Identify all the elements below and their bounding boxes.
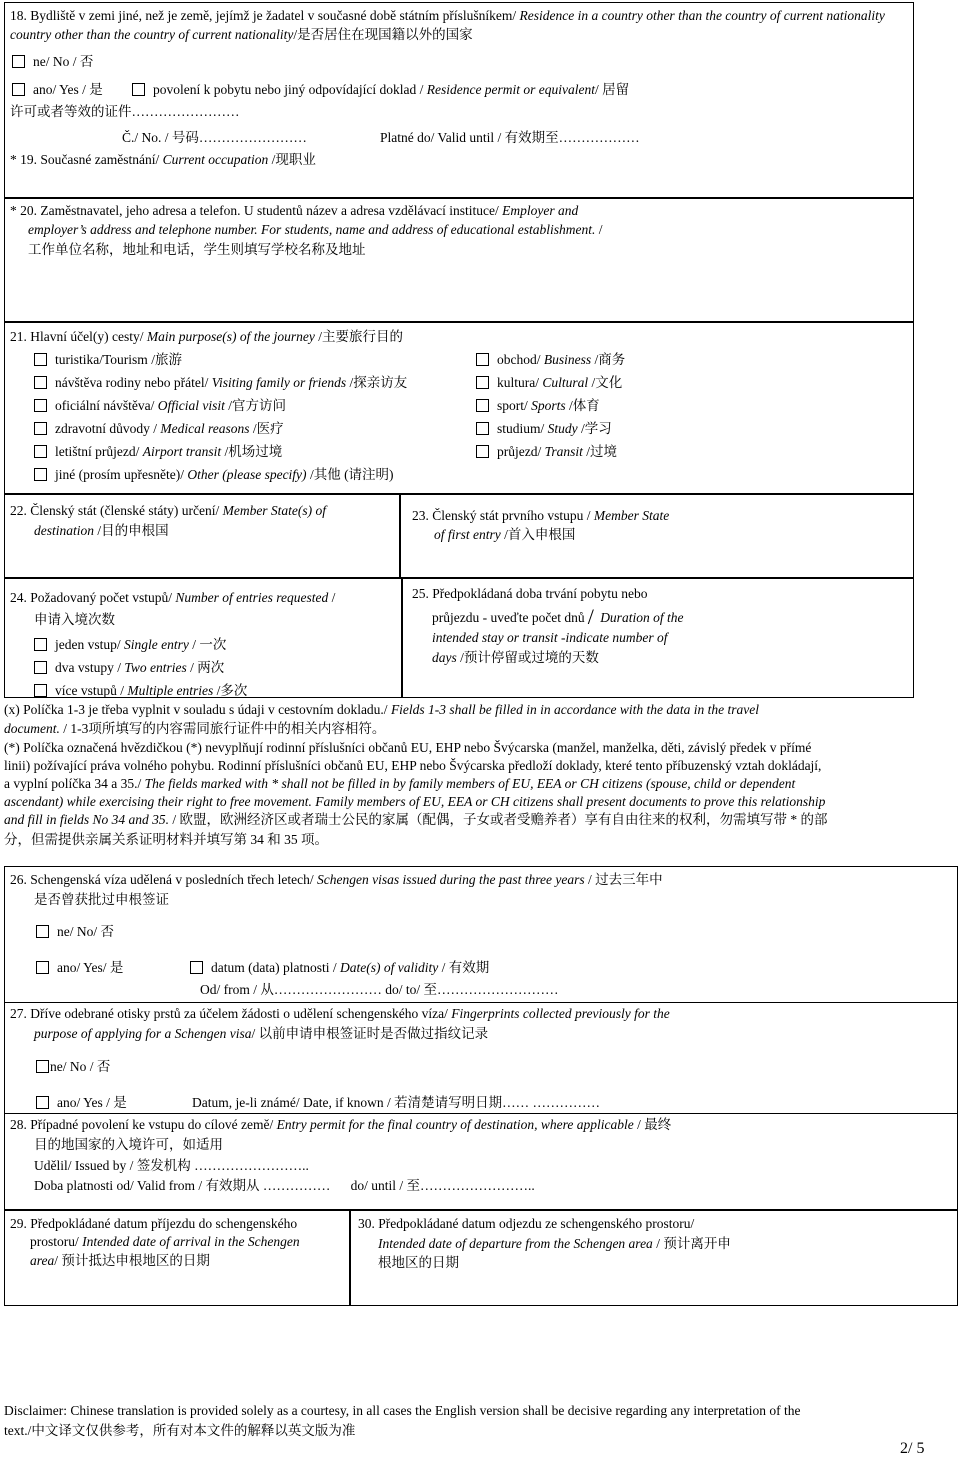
s24-entries-3-option[interactable] xyxy=(34,681,247,700)
s21-right-2-checkbox[interactable] xyxy=(476,376,489,389)
s23-l2-en: of first entry xyxy=(434,527,501,542)
s18-title-en-cont: country other than the country of current nationality xyxy=(10,27,294,42)
note-x-line1 xyxy=(4,700,759,719)
s21-left-1-label-cz: turistika/Tourism xyxy=(55,352,148,367)
s26-no-label: ne/ No/ 否 xyxy=(57,924,114,939)
s21-left-1-option[interactable] xyxy=(34,350,182,369)
s27-l1-en: Fingerprints collected previously for the xyxy=(451,1006,670,1021)
s22-l1-en: Member State(s) of xyxy=(222,503,327,518)
note-star-line2: linii) požívající práva volného pohybu. Rodinní příslušníci občanů EU, EHP nebo Švýcarska předloží doklady, které tento příbuzenský vztah dokládají, xyxy=(4,758,822,773)
s21-right-4-checkbox[interactable] xyxy=(476,422,489,435)
s18-yes-checkbox[interactable] xyxy=(12,83,25,96)
s23-l2-zh: /首入申根国 xyxy=(500,527,576,542)
note-x2-en: document. xyxy=(4,721,60,736)
s28-l1-en: Entry permit for the final country of destination, where applicable xyxy=(276,1117,634,1132)
s27-l2-zh: / 以前申请申根签证时是否做过指纹记录 xyxy=(251,1026,489,1041)
s21-right-1-label-en: Business xyxy=(543,352,592,367)
s29-line3 xyxy=(30,1251,210,1270)
s30-l2-en: Intended date of departure from the Schengen area xyxy=(378,1236,653,1251)
s18-permit-zh2: 许可或者等效的证件…………………… xyxy=(10,104,240,119)
s28-divider xyxy=(4,1113,958,1114)
s26-option-yes[interactable] xyxy=(36,958,123,977)
s21-right-2-label-zh: /文化 xyxy=(588,375,623,390)
s18-permit-en: Residence permit or equivalent xyxy=(426,82,596,97)
s24-line1 xyxy=(10,588,335,607)
s29-line1: 29. Předpokládané datum příjezdu do schengenského xyxy=(10,1216,298,1231)
s20-line2 xyxy=(28,220,602,239)
s23-line1 xyxy=(412,506,669,525)
s19-label-zh: /现职业 xyxy=(271,152,316,167)
note-x1-cz: (x) Políčka 1-3 je třeba vyplnit v souladu s údaji v cestovním dokladu./ xyxy=(4,702,388,717)
s24-entries-3-label-cz: více vstupů / xyxy=(55,683,124,698)
s21-right-4-label-en: Study xyxy=(547,421,578,436)
s27-divider xyxy=(4,1002,958,1003)
s21-right-3-label-en: Sports xyxy=(531,398,566,413)
s23-l1-en: Member State xyxy=(593,508,670,523)
s21-left-5-label-en: Airport transit xyxy=(142,444,222,459)
s21-left-2-option[interactable] xyxy=(34,373,407,392)
s18-permit-zh: / 居留 xyxy=(595,82,630,97)
disclaimer-line2: text./中文译文仅供参考，所有对本文件的解释以英文版为准 xyxy=(4,1423,356,1438)
s21-right-5-label-zh: /过境 xyxy=(582,444,618,459)
s24-entries-1-label-zh: / 一次 xyxy=(188,637,227,652)
s24-entries-2-option[interactable] xyxy=(34,658,224,677)
s18-no-label: ne/ No / 否 xyxy=(33,54,94,69)
s20-line1-en: Employer and xyxy=(502,203,579,218)
s18-title-zh: /是否居住在现国籍以外的国家 xyxy=(293,27,473,42)
note-s5-zh: / 欧盟，欧洲经济区或者瑞士公民的家属（配偶，子女或者受赡养者）享有自由往来的权利，勿需填写带 * 的部 xyxy=(169,812,828,827)
note-s4-en: ascendant) while exercising their right to free movement. Family members of EU, EEA or CH citizens shall present documents to prove this relationship xyxy=(4,794,826,809)
s29-l2-en: Intended date of arrival in the Schengen xyxy=(82,1234,300,1249)
s27-option-no[interactable] xyxy=(36,1057,110,1076)
s21-left-1-checkbox[interactable] xyxy=(34,353,47,366)
s23-l1-cz: 23. Členský stát prvního vstupu / xyxy=(412,508,591,523)
s29-line2 xyxy=(30,1232,300,1251)
s28-validity-field[interactable]: Doba platnosti od/ Valid from / 有效期从 …………… do/ until / 至…………………….. xyxy=(34,1178,535,1193)
s21-left-3-label-en: Official visit xyxy=(157,398,225,413)
s24-l1-cz: 24. Požadovaný počet vstupů/ xyxy=(10,590,172,605)
s25-l3-en: intended stay or transit -indicate number of xyxy=(432,630,668,645)
s26-l1-cz: 26. Schengenská víza udělená v posledních třech letech/ xyxy=(10,872,314,887)
s27-yes-checkbox[interactable] xyxy=(36,1096,49,1109)
s21-left-4-label-en: Medical reasons xyxy=(160,421,250,436)
s21-left-6-label-zh: /其他 (请注明) xyxy=(306,467,394,482)
s23-line2 xyxy=(434,525,575,544)
s20-line1 xyxy=(10,201,578,220)
s25-l4-zh: /预计停留或过境的天数 xyxy=(456,650,599,665)
s29-l3-zh: / 预计抵达申根地区的日期 xyxy=(54,1253,210,1268)
s18-permit-cz: povolení k pobytu nebo jiný odpovídající doklad / xyxy=(153,82,424,97)
s21-right-2-label-cz: kultura/ xyxy=(497,375,539,390)
s20-line2-tail: / xyxy=(595,222,603,237)
s25-line3 xyxy=(432,628,667,647)
s25-l4-en: days xyxy=(432,650,457,665)
s18-option-no[interactable] xyxy=(12,52,93,71)
s22-line2 xyxy=(34,521,169,540)
s24-entries-1-label-cz: jeden vstup/ xyxy=(55,637,121,652)
s30-l2-zh: / 预计离开申 xyxy=(652,1236,731,1251)
s24-entries-2-label-zh: / 两次 xyxy=(186,660,225,675)
s29-l3-en: area xyxy=(30,1253,55,1268)
s21-left-3-checkbox[interactable] xyxy=(34,399,47,412)
s28-l2-zh: 目的地国家的入境许可，如适用 xyxy=(34,1137,223,1152)
s24-entries-2-checkbox[interactable] xyxy=(34,661,47,674)
s26-dates-zh: / 有效期 xyxy=(438,960,490,975)
s21-left-5-option[interactable] xyxy=(34,442,282,461)
s18-no-checkbox[interactable] xyxy=(12,55,25,68)
s29-l2-cz: prostoru/ xyxy=(30,1234,79,1249)
s24-entries-3-label-zh: /多次 xyxy=(213,683,248,698)
s21-right-5-option[interactable] xyxy=(476,442,617,461)
s18-option-permit[interactable] xyxy=(132,80,629,99)
s21-left-6-option[interactable] xyxy=(34,465,394,484)
s22-l1-cz: 22. Členský stát (členské státy) určení/ xyxy=(10,503,220,518)
s24-entries-2-label-en: Two entries xyxy=(124,660,187,675)
s21-right-1-label-cz: obchod/ xyxy=(497,352,541,367)
s24-entries-2-label-cz: dva vstupy / xyxy=(55,660,121,675)
s21-right-3-label-zh: /体育 xyxy=(565,398,600,413)
s21-title-zh: /主要旅行目的 xyxy=(318,329,403,344)
s24-l1-tail: / xyxy=(328,590,336,605)
s30-l3-zh: 根地区的日期 xyxy=(378,1255,459,1270)
s21-left-6-label-en: Other (please specify) xyxy=(187,467,307,482)
s25-line1: 25. Předpokládaná doba trvání pobytu nebo xyxy=(412,586,648,601)
s18-title-line1 xyxy=(10,6,885,25)
note-s5-en: and fill in fields No 34 and 35. xyxy=(4,812,170,827)
s26-dates-option[interactable] xyxy=(190,958,489,977)
s27-line2 xyxy=(34,1024,488,1043)
s28-l1-cz: 28. Případné povolení ke vstupu do cílové země/ xyxy=(10,1117,274,1132)
s25-line4 xyxy=(432,648,599,667)
note-s3-en: The fields marked with * shall not be filled in by family members of EU, EEA or CH citizens (spouse, child or dependent xyxy=(144,776,796,791)
s27-l2-en: purpose of applying for a Schengen visa xyxy=(34,1026,252,1041)
note-x1-en: Fields 1-3 shall be filled in in accordance with the data in the travel xyxy=(390,702,759,717)
s21-left-2-label-en: Visiting family or friends xyxy=(211,375,347,390)
s21-right-1-option[interactable] xyxy=(476,350,625,369)
note-star-line5 xyxy=(4,810,828,829)
s26-l1-en: Schengen visas issued during the past three years xyxy=(317,872,585,887)
s26-from-to-field[interactable]: Od/ from / 从…………………… do/ to/ 至……………………… xyxy=(200,982,559,997)
s26-line1 xyxy=(10,870,663,889)
s21-left-3-label-cz: oficiální návštěva/ xyxy=(55,398,155,413)
s26-l1-zh: / 过去三年中 xyxy=(584,872,663,887)
s21-title-en: Main purpose(s) of the journey xyxy=(146,329,315,344)
s21-right-5-checkbox[interactable] xyxy=(476,445,489,458)
note-s3-cz: a vyplní políčka 34 a 35./ xyxy=(4,776,142,791)
s24-entries-1-option[interactable] xyxy=(34,635,226,654)
s26-no-checkbox[interactable] xyxy=(36,925,49,938)
s21-left-1-label-zh: /旅游 xyxy=(147,352,182,367)
note-star-line4 xyxy=(4,792,825,811)
s18-valid-until-field[interactable]: Platné do/ Valid until / 有效期至……………… xyxy=(380,130,640,145)
s26-option-no[interactable] xyxy=(36,922,114,941)
s27-option-yes[interactable] xyxy=(36,1093,127,1112)
s21-right-4-option[interactable] xyxy=(476,419,612,438)
s21-left-4-label-zh: /医疗 xyxy=(249,421,284,436)
s18-permit-checkbox[interactable] xyxy=(132,83,145,96)
s30-line2 xyxy=(378,1234,731,1253)
s21-title xyxy=(10,327,403,346)
s21-right-4-label-zh: /学习 xyxy=(577,421,612,436)
s26-yes-label: ano/ Yes/ 是 xyxy=(57,960,124,975)
s24-entries-1-checkbox[interactable] xyxy=(34,638,47,651)
s18-title-line2 xyxy=(10,25,473,44)
s27-line1 xyxy=(10,1004,670,1023)
s22-l2-zh: /目的申根国 xyxy=(94,523,169,538)
s25-l2-cz: průjezdu - uveďte počet dnů xyxy=(432,610,585,625)
note-star-line6: 分，但需提供亲属关系证明材料并填写第 34 和 35 项。 xyxy=(4,832,328,847)
s22-l2-en: destination xyxy=(34,523,94,538)
s21-right-2-option[interactable] xyxy=(476,373,622,392)
s27-date-field[interactable]: Datum, je-li známé/ Date, if known / 若清楚请写明日期…… …………… xyxy=(192,1095,600,1110)
s28-l1-zh: / 最终 xyxy=(633,1117,672,1132)
s25-l2-en: Duration of the xyxy=(600,610,684,625)
s27-yes-label: ano/ Yes / 是 xyxy=(57,1095,127,1110)
s28-issued-field[interactable]: Udělil/ Issued by / 签发机构 …………………….. xyxy=(34,1158,309,1173)
s30-line1: 30. Předpokládané datum odjezdu ze schengenského prostoru/ xyxy=(358,1216,695,1231)
s25-line2 xyxy=(432,604,684,629)
s26-yes-checkbox[interactable] xyxy=(36,961,49,974)
s21-right-4-label-cz: studium/ xyxy=(497,421,545,436)
s24-entries-3-checkbox[interactable] xyxy=(34,684,47,697)
note-x2-zh: / 1-3项所填写的内容需同旅行证件中的相关内容相符。 xyxy=(59,721,386,736)
s22-line1 xyxy=(10,501,326,520)
note-x-line2 xyxy=(4,719,385,738)
s24-entries-3-label-en: Multiple entries xyxy=(127,683,214,698)
s21-left-6-checkbox[interactable] xyxy=(34,468,47,481)
s21-right-3-label-cz: sport/ xyxy=(497,398,528,413)
s21-left-2-label-cz: návštěva rodiny nebo přátel/ xyxy=(55,375,209,390)
s21-left-5-label-zh: /机场过境 xyxy=(221,444,283,459)
s27-no-checkbox[interactable] xyxy=(36,1060,49,1073)
s19-label-cz: * 19. Současné zaměstnání/ xyxy=(10,152,160,167)
disclaimer-line1: Disclaimer: Chinese translation is provided solely as a courtesy, in all cases the English version shall be decisive regarding any interpretation of the xyxy=(4,1403,801,1418)
s21-right-5-label-cz: průjezd/ xyxy=(497,444,542,459)
s24-l1-en: Number of entries requested xyxy=(175,590,329,605)
s21-left-2-label-zh: /探亲访友 xyxy=(346,375,408,390)
s27-no-label: ne/ No / 否 xyxy=(50,1059,111,1074)
s18-option-yes[interactable] xyxy=(12,80,103,99)
s25-l2-slash: / xyxy=(587,604,594,629)
s20-line1-cz: * 20. Zaměstnavatel, jeho adresa a telefon. U studentů název a adresa vzdělávací instituce/ xyxy=(10,203,499,218)
s24-l2-zh: 申请入境次数 xyxy=(34,612,115,627)
s21-right-1-label-zh: /商务 xyxy=(591,352,626,367)
s21-right-3-checkbox[interactable] xyxy=(476,399,489,412)
s18-yes-label: ano/ Yes / 是 xyxy=(33,82,103,97)
s20-line3-zh: 工作单位名称，地址和电话，学生则填写学校名称及地址 xyxy=(28,242,366,257)
s21-left-3-option[interactable] xyxy=(34,396,286,415)
s19-label xyxy=(10,150,316,169)
s18-title-cz: 18. Bydliště v zemi jiné, než je země, jejímž je žadatel v současné době státním příslušníkem/ xyxy=(10,8,517,23)
s18-title-en: Residence in a country other than the country of current nationality xyxy=(519,8,885,23)
s27-l1-cz: 27. Dříve odebrané otisky prstů za účelem žádosti o udělení schengenského víza/ xyxy=(10,1006,448,1021)
s21-right-3-option[interactable] xyxy=(476,396,600,415)
s20-line2-en: employer’s address and telephone number. For students, name and address of educational establishment. xyxy=(28,222,596,237)
s21-left-6-label-cz: jiné (prosím upřesněte)/ xyxy=(55,467,184,482)
s21-left-2-checkbox[interactable] xyxy=(34,376,47,389)
s21-left-4-option[interactable] xyxy=(34,419,284,438)
s26-dates-checkbox[interactable] xyxy=(190,961,203,974)
note-star-line1: (*) Políčka označená hvězdičkou (*) nevyplňují rodinní příslušníci občanů EU, EHP nebo Švýcarska (manžel, manželka, děti, závislý předek v přímé xyxy=(4,740,812,755)
note-star-line3 xyxy=(4,774,795,793)
s21-left-4-checkbox[interactable] xyxy=(34,422,47,435)
s21-right-5-label-en: Transit xyxy=(544,444,583,459)
s26-dates-cz: datum (data) platnosti / xyxy=(211,960,337,975)
s21-left-4-label-cz: zdravotní důvody / xyxy=(55,421,157,436)
s21-title-cz: 21. Hlavní účel(y) cesty/ xyxy=(10,329,144,344)
page-number: 2/ 5 xyxy=(900,1440,925,1457)
s21-right-2-label-en: Cultural xyxy=(542,375,589,390)
s26-dates-en: Date(s) of validity xyxy=(339,960,439,975)
s18-number-field[interactable]: Č./ No. / 号码…………………… xyxy=(122,130,307,145)
s28-line1 xyxy=(10,1115,671,1134)
s26-l2-zh: 是否曾获批过申根签证 xyxy=(34,892,169,907)
s24-entries-1-label-en: Single entry xyxy=(124,637,189,652)
s21-left-5-label-cz: letištní průjezd/ xyxy=(55,444,140,459)
s21-left-3-label-zh: /官方访问 xyxy=(224,398,286,413)
s19-label-en: Current occupation xyxy=(162,152,269,167)
s21-right-1-checkbox[interactable] xyxy=(476,353,489,366)
s21-left-5-checkbox[interactable] xyxy=(34,445,47,458)
